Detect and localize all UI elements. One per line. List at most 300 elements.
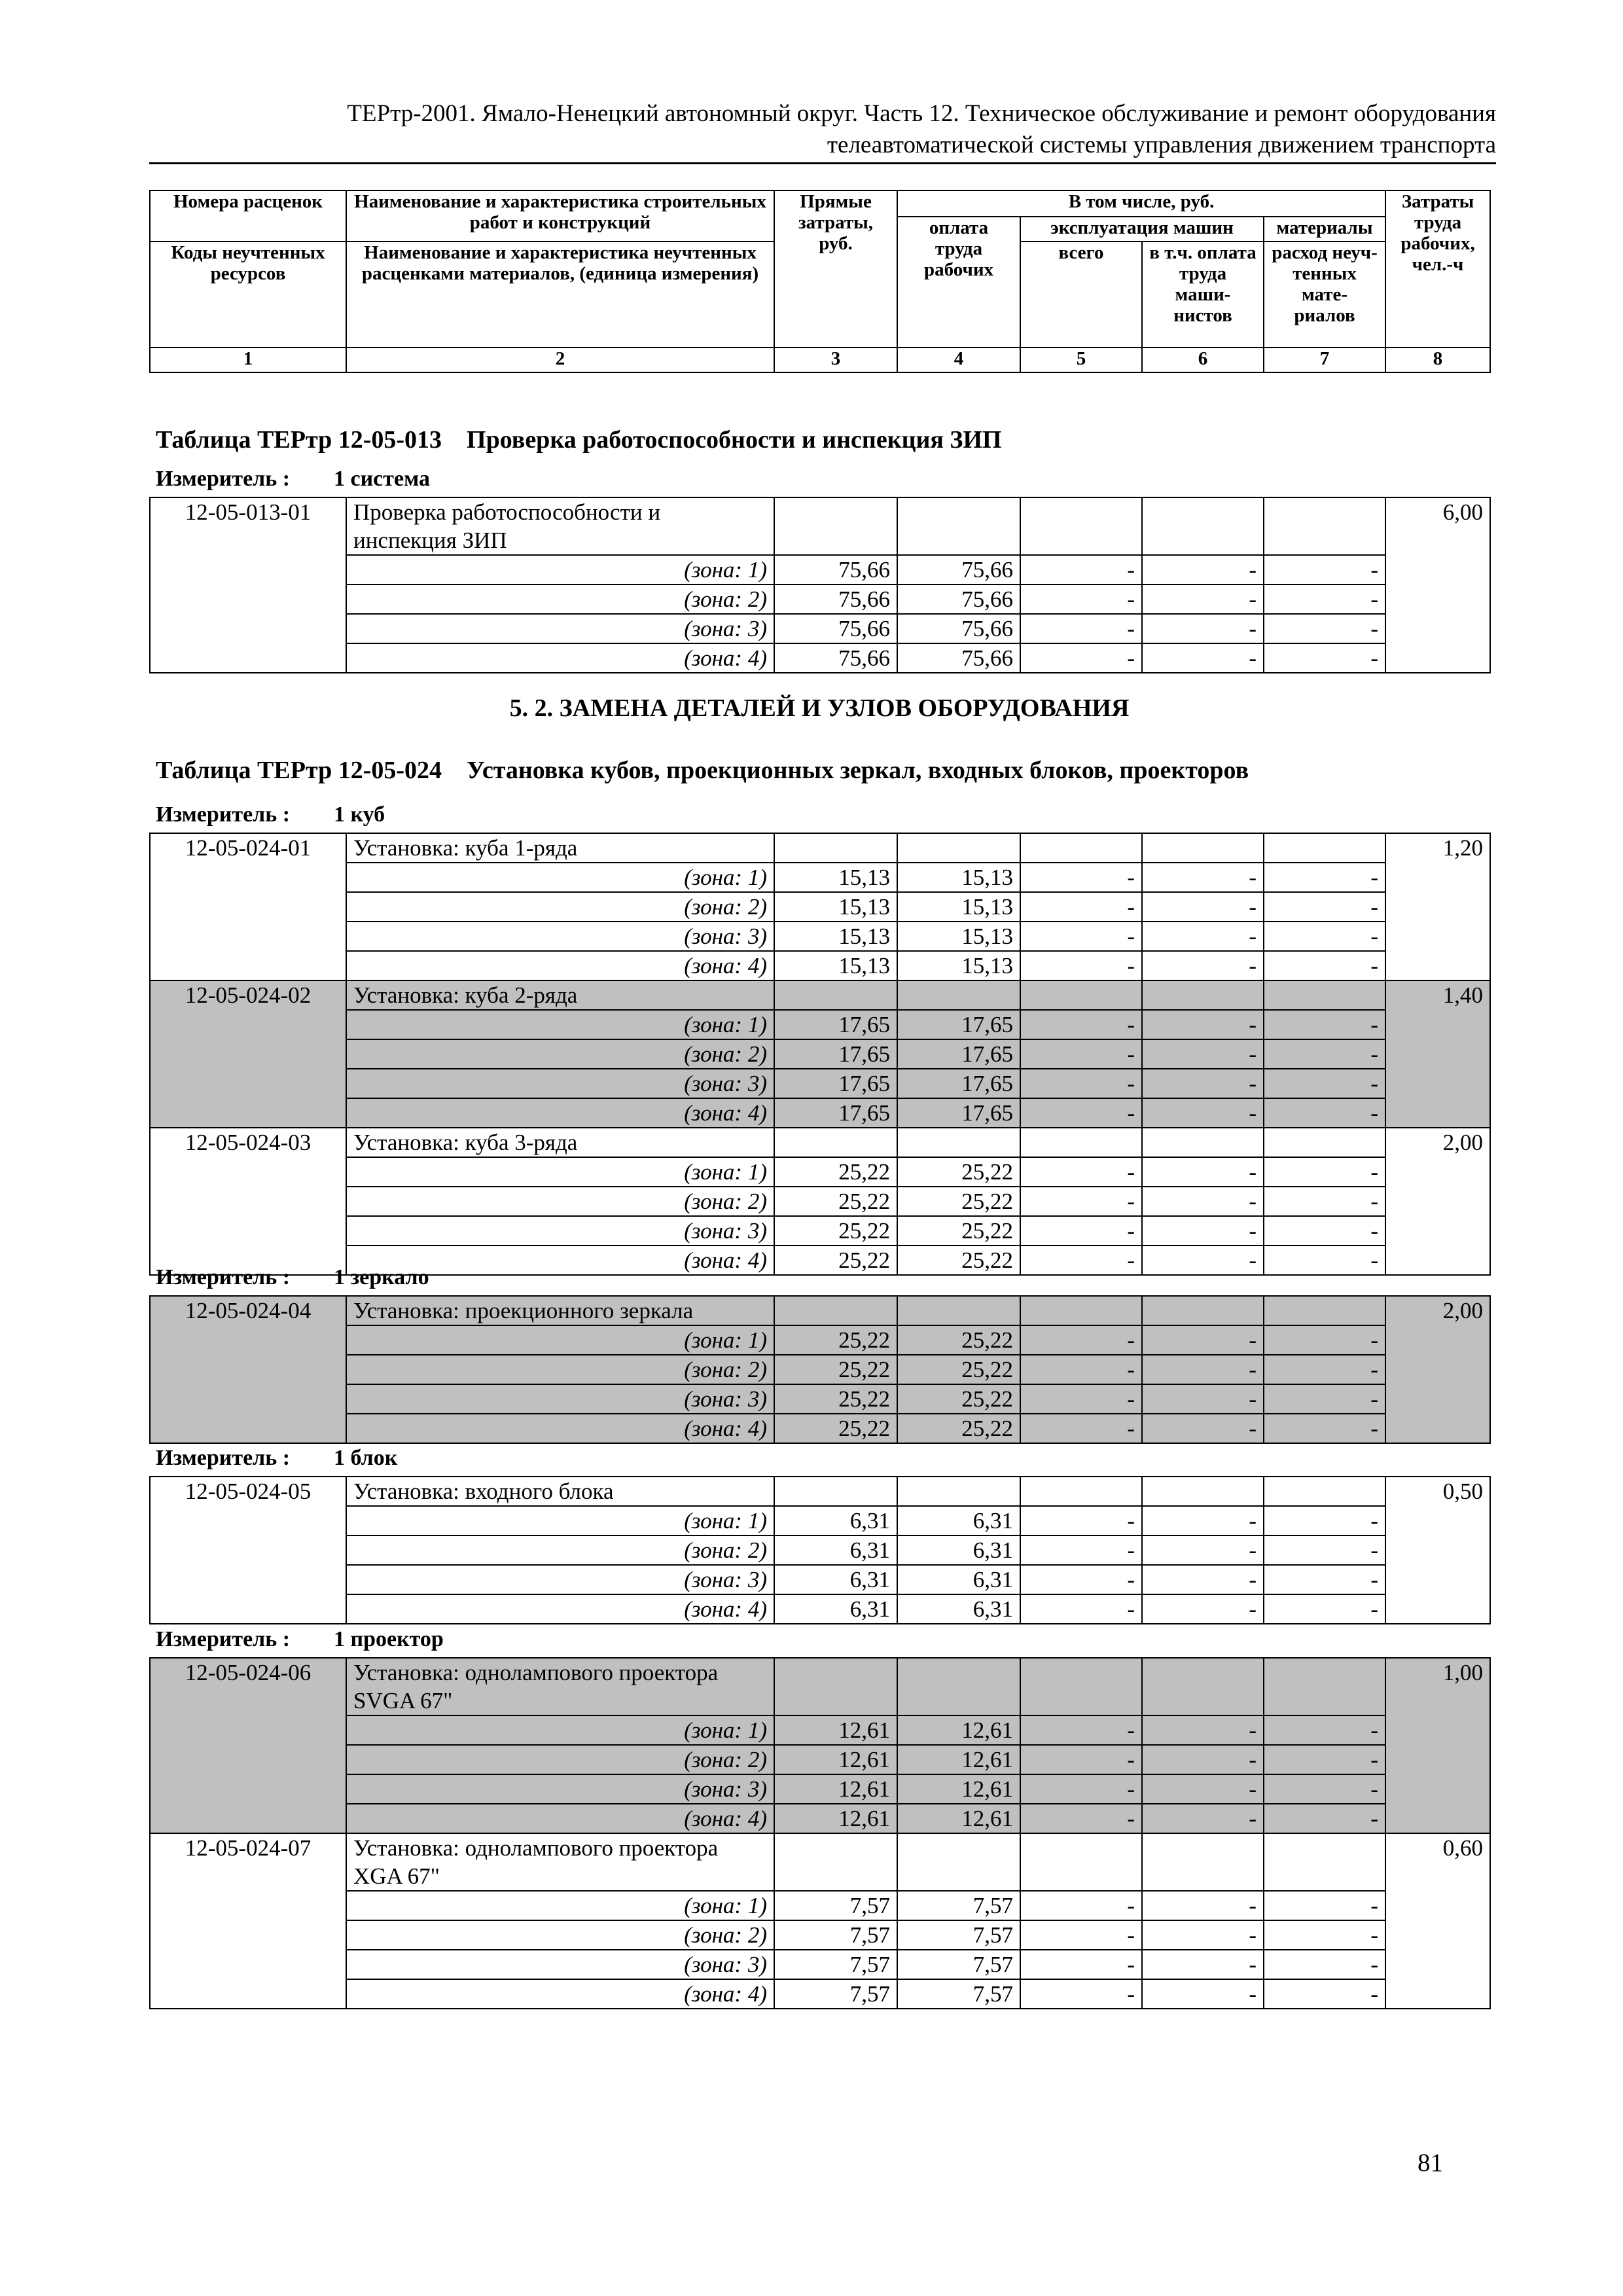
direct-cost: 25,22 bbox=[774, 1187, 897, 1216]
empty-cell bbox=[1264, 497, 1385, 555]
direct-cost: 25,22 bbox=[774, 1216, 897, 1246]
group-table bbox=[149, 833, 1491, 1276]
dash-cell: - bbox=[1020, 1594, 1142, 1624]
dash-cell: - bbox=[1142, 1157, 1264, 1187]
empty-cell bbox=[774, 1658, 897, 1715]
materials-heading: материалы bbox=[1264, 217, 1385, 242]
zone-label: (зона: 4) bbox=[346, 1979, 774, 2009]
zone-label: (зона: 2) bbox=[346, 1745, 774, 1774]
rate-name: Установка: куба 3-ряда bbox=[346, 1128, 774, 1157]
dash-cell: - bbox=[1142, 1565, 1264, 1594]
empty-cell bbox=[1142, 1833, 1264, 1891]
dash-cell: - bbox=[1142, 614, 1264, 643]
empty-cell bbox=[1264, 1296, 1385, 1325]
rate-name: Проверка работоспособности и инспекция ЗИП bbox=[346, 497, 774, 555]
column-number: 7 bbox=[1264, 348, 1385, 372]
group-table bbox=[149, 1657, 1491, 2009]
empty-cell bbox=[774, 980, 897, 1010]
dash-cell: - bbox=[1020, 1979, 1142, 2009]
dash-cell: - bbox=[1142, 1804, 1264, 1833]
empty-cell bbox=[1142, 1296, 1264, 1325]
measure-value: 1 зеркало bbox=[334, 1265, 429, 1289]
dash-cell: - bbox=[1264, 1920, 1385, 1950]
dash-cell: - bbox=[1142, 1920, 1264, 1950]
direct-cost: 7,57 bbox=[774, 1891, 897, 1920]
zone-row bbox=[150, 951, 1490, 980]
table1-measure bbox=[156, 466, 430, 492]
zone-row bbox=[150, 1216, 1490, 1246]
dash-cell: - bbox=[1020, 584, 1142, 614]
wage-cost: 25,22 bbox=[897, 1325, 1020, 1355]
wage-cost: 15,13 bbox=[897, 951, 1020, 980]
table1-title bbox=[156, 425, 1002, 454]
dash-cell: - bbox=[1142, 951, 1264, 980]
labor-cost: 1,20 bbox=[1385, 833, 1490, 980]
wage-cost: 12,61 bbox=[897, 1774, 1020, 1804]
chapter-title: 5. 2. ЗАМЕНА ДЕТАЛЕЙ И УЗЛОВ ОБОРУДОВАНИЯ bbox=[509, 694, 1130, 722]
dash-cell: - bbox=[1264, 1355, 1385, 1384]
rate-code: 12-05-024-05 bbox=[150, 1477, 346, 1624]
dash-cell: - bbox=[1142, 1950, 1264, 1979]
dash-cell: - bbox=[1020, 1157, 1142, 1187]
direct-cost: 17,65 bbox=[774, 1039, 897, 1069]
dash-cell: - bbox=[1264, 1246, 1385, 1275]
direct-cost: 12,61 bbox=[774, 1715, 897, 1745]
dash-cell: - bbox=[1264, 1891, 1385, 1920]
zone-label: (зона: 1) bbox=[346, 1506, 774, 1535]
dash-cell: - bbox=[1020, 863, 1142, 892]
zone-row bbox=[150, 1069, 1490, 1098]
dash-cell: - bbox=[1020, 1098, 1142, 1128]
dash-cell: - bbox=[1020, 1715, 1142, 1745]
direct-cost: 6,31 bbox=[774, 1594, 897, 1624]
dash-cell: - bbox=[1142, 1216, 1264, 1246]
zone-row bbox=[150, 1355, 1490, 1384]
wage-cost: 7,57 bbox=[897, 1891, 1020, 1920]
zone-label: (зона: 2) bbox=[346, 1039, 774, 1069]
zone-row bbox=[150, 1950, 1490, 1979]
empty-cell bbox=[774, 497, 897, 555]
zone-row bbox=[150, 584, 1490, 614]
direct-cost: 12,61 bbox=[774, 1774, 897, 1804]
dash-cell: - bbox=[1264, 922, 1385, 951]
dash-cell: - bbox=[1020, 1745, 1142, 1774]
dash-cell: - bbox=[1264, 1069, 1385, 1098]
dash-cell: - bbox=[1142, 1098, 1264, 1128]
empty-cell bbox=[1020, 1833, 1142, 1891]
page-header bbox=[149, 98, 1496, 164]
direct-cost: 17,65 bbox=[774, 1069, 897, 1098]
rate-name: Установка: проекционного зеркала bbox=[346, 1296, 774, 1325]
zone-label: (зона: 4) bbox=[346, 951, 774, 980]
empty-cell bbox=[774, 833, 897, 863]
dash-cell: - bbox=[1142, 584, 1264, 614]
measure-label: Измеритель : bbox=[156, 1627, 291, 1651]
dash-cell: - bbox=[1020, 555, 1142, 584]
dash-cell: - bbox=[1264, 614, 1385, 643]
labor-cost: 2,00 bbox=[1385, 1128, 1490, 1275]
empty-cell bbox=[1264, 1477, 1385, 1506]
empty-cell bbox=[897, 1477, 1020, 1506]
table1-data bbox=[149, 497, 1491, 673]
wage-cost: 75,66 bbox=[897, 614, 1020, 643]
wage-cost: 25,22 bbox=[897, 1384, 1020, 1414]
dash-cell: - bbox=[1020, 951, 1142, 980]
zone-row bbox=[150, 1098, 1490, 1128]
wage-cost: 6,31 bbox=[897, 1565, 1020, 1594]
dash-cell: - bbox=[1142, 1979, 1264, 2009]
dash-cell: - bbox=[1142, 1715, 1264, 1745]
group-measure bbox=[156, 1265, 429, 1291]
direct-cost: 15,13 bbox=[774, 892, 897, 922]
dash-cell: - bbox=[1020, 614, 1142, 643]
col4-heading: оплата труда рабочих bbox=[897, 217, 1020, 348]
wage-cost: 7,57 bbox=[897, 1979, 1020, 2009]
dash-cell: - bbox=[1264, 1216, 1385, 1246]
rate-name: Установка: однолампового проектора XGA 67" bbox=[346, 1833, 774, 1891]
wage-cost: 12,61 bbox=[897, 1715, 1020, 1745]
empty-cell bbox=[1264, 1658, 1385, 1715]
direct-cost: 6,31 bbox=[774, 1506, 897, 1535]
zone-label: (зона: 1) bbox=[346, 1010, 774, 1039]
empty-cell bbox=[1142, 497, 1264, 555]
dash-cell: - bbox=[1142, 1355, 1264, 1384]
direct-cost: 25,22 bbox=[774, 1325, 897, 1355]
wage-cost: 6,31 bbox=[897, 1535, 1020, 1565]
empty-cell bbox=[1142, 1477, 1264, 1506]
zone-row bbox=[150, 1920, 1490, 1950]
direct-cost: 25,22 bbox=[774, 1414, 897, 1443]
group-measure bbox=[156, 1626, 444, 1653]
rate-code: 12-05-024-03 bbox=[150, 1128, 346, 1275]
empty-cell bbox=[1020, 497, 1142, 555]
dash-cell: - bbox=[1142, 1039, 1264, 1069]
dash-cell: - bbox=[1142, 1891, 1264, 1920]
column-number: 8 bbox=[1385, 348, 1490, 372]
wage-cost: 15,13 bbox=[897, 863, 1020, 892]
zone-row bbox=[150, 1506, 1490, 1535]
empty-cell bbox=[1264, 833, 1385, 863]
wage-cost: 25,22 bbox=[897, 1187, 1020, 1216]
dash-cell: - bbox=[1142, 892, 1264, 922]
rate-row bbox=[150, 833, 1490, 863]
dash-cell: - bbox=[1020, 1355, 1142, 1384]
page-number: 81 bbox=[1418, 2149, 1443, 2177]
wage-cost: 12,61 bbox=[897, 1745, 1020, 1774]
dash-cell: - bbox=[1020, 1950, 1142, 1979]
wage-cost: 15,13 bbox=[897, 922, 1020, 951]
dash-cell: - bbox=[1142, 643, 1264, 673]
empty-cell bbox=[897, 1833, 1020, 1891]
table1-title-text: Проверка работоспособности и инспекция ЗИП bbox=[467, 426, 1002, 454]
zone-row bbox=[150, 922, 1490, 951]
measure-label: Измеритель : bbox=[156, 467, 291, 491]
empty-cell bbox=[1264, 1833, 1385, 1891]
empty-cell bbox=[897, 1658, 1020, 1715]
wage-cost: 6,31 bbox=[897, 1506, 1020, 1535]
direct-cost: 15,13 bbox=[774, 951, 897, 980]
wage-cost: 25,22 bbox=[897, 1246, 1020, 1275]
column-number: 3 bbox=[774, 348, 897, 372]
dash-cell: - bbox=[1142, 1506, 1264, 1535]
col2-top-heading: Наименование и характеристика строительных работ и конструкций bbox=[346, 190, 774, 242]
rate-name: Установка: куба 1-ряда bbox=[346, 833, 774, 863]
zone-label: (зона: 1) bbox=[346, 1715, 774, 1745]
direct-cost: 25,22 bbox=[774, 1157, 897, 1187]
zone-row bbox=[150, 1010, 1490, 1039]
zone-label: (зона: 2) bbox=[346, 1187, 774, 1216]
direct-cost: 17,65 bbox=[774, 1010, 897, 1039]
col2-bottom-heading: Наименование и характеристика неучтенных расценками материалов, (единица измерения) bbox=[346, 242, 774, 348]
dash-cell: - bbox=[1264, 1594, 1385, 1624]
labor-cost: 1,40 bbox=[1385, 980, 1490, 1128]
wage-cost: 7,57 bbox=[897, 1920, 1020, 1950]
col8-heading: Затраты труда рабочих, чел.-ч bbox=[1385, 190, 1490, 348]
direct-cost: 15,13 bbox=[774, 922, 897, 951]
col1-bottom-heading: Коды неучтенных ресурсов bbox=[150, 242, 346, 348]
empty-cell bbox=[1020, 1658, 1142, 1715]
empty-cell bbox=[1020, 980, 1142, 1010]
wage-cost: 25,22 bbox=[897, 1157, 1020, 1187]
dash-cell: - bbox=[1020, 922, 1142, 951]
wage-cost: 7,57 bbox=[897, 1950, 1020, 1979]
direct-cost: 25,22 bbox=[774, 1355, 897, 1384]
zone-row bbox=[150, 1325, 1490, 1355]
direct-cost: 25,22 bbox=[774, 1246, 897, 1275]
dash-cell: - bbox=[1142, 1414, 1264, 1443]
zone-label: (зона: 2) bbox=[346, 892, 774, 922]
including-heading: В том числе, руб. bbox=[897, 190, 1385, 217]
dash-cell: - bbox=[1142, 1010, 1264, 1039]
zone-row bbox=[150, 1715, 1490, 1745]
dash-cell: - bbox=[1142, 922, 1264, 951]
zone-label: (зона: 2) bbox=[346, 584, 774, 614]
empty-cell bbox=[897, 1296, 1020, 1325]
measure-value: 1 куб bbox=[334, 802, 385, 827]
empty-cell bbox=[1264, 1128, 1385, 1157]
dash-cell: - bbox=[1020, 1039, 1142, 1069]
zone-label: (зона: 2) bbox=[346, 1535, 774, 1565]
empty-cell bbox=[774, 1128, 897, 1157]
empty-cell bbox=[774, 1477, 897, 1506]
dash-cell: - bbox=[1020, 1069, 1142, 1098]
zone-row bbox=[150, 1414, 1490, 1443]
empty-cell bbox=[897, 833, 1020, 863]
dash-cell: - bbox=[1264, 1187, 1385, 1216]
zone-row bbox=[150, 1384, 1490, 1414]
empty-cell bbox=[1142, 1128, 1264, 1157]
dash-cell: - bbox=[1264, 1565, 1385, 1594]
direct-cost: 12,61 bbox=[774, 1804, 897, 1833]
dash-cell: - bbox=[1264, 892, 1385, 922]
dash-cell: - bbox=[1142, 1069, 1264, 1098]
zone-label: (зона: 3) bbox=[346, 1950, 774, 1979]
rate-name: Установка: входного блока bbox=[346, 1477, 774, 1506]
direct-cost: 12,61 bbox=[774, 1745, 897, 1774]
column-number: 6 bbox=[1142, 348, 1264, 372]
zone-row bbox=[150, 892, 1490, 922]
rate-code: 12-05-013-01 bbox=[150, 497, 346, 673]
labor-cost: 2,00 bbox=[1385, 1296, 1490, 1443]
wage-cost: 17,65 bbox=[897, 1010, 1020, 1039]
direct-cost: 17,65 bbox=[774, 1098, 897, 1128]
column-number: 1 bbox=[150, 348, 346, 372]
table2-title-text: Установка кубов, проекционных зеркал, входных блоков, проекторов bbox=[467, 757, 1249, 784]
direct-cost: 7,57 bbox=[774, 1979, 897, 2009]
dash-cell: - bbox=[1264, 1414, 1385, 1443]
dash-cell: - bbox=[1264, 1804, 1385, 1833]
zone-label: (зона: 4) bbox=[346, 1594, 774, 1624]
zone-row bbox=[150, 1187, 1490, 1216]
dash-cell: - bbox=[1020, 1774, 1142, 1804]
dash-cell: - bbox=[1020, 1246, 1142, 1275]
empty-cell bbox=[1264, 980, 1385, 1010]
group-table bbox=[149, 1476, 1491, 1624]
measure-label: Измеритель : bbox=[156, 1446, 291, 1470]
dash-cell: - bbox=[1264, 1157, 1385, 1187]
zone-label: (зона: 3) bbox=[346, 1069, 774, 1098]
dash-cell: - bbox=[1264, 1535, 1385, 1565]
zone-label: (зона: 3) bbox=[346, 1565, 774, 1594]
col7-heading: расход неуч- тенных мате- риалов bbox=[1264, 242, 1385, 348]
empty-cell bbox=[1020, 1128, 1142, 1157]
zone-label: (зона: 3) bbox=[346, 922, 774, 951]
measure-label: Измеритель : bbox=[156, 1265, 291, 1289]
col5-heading: всего bbox=[1020, 242, 1142, 348]
zone-label: (зона: 3) bbox=[346, 1774, 774, 1804]
wage-cost: 75,66 bbox=[897, 643, 1020, 673]
table1-title-code: Таблица ТЕРтр 12-05-013 bbox=[156, 426, 442, 454]
dash-cell: - bbox=[1264, 1325, 1385, 1355]
wage-cost: 6,31 bbox=[897, 1594, 1020, 1624]
direct-cost: 25,22 bbox=[774, 1384, 897, 1414]
zone-row bbox=[150, 1157, 1490, 1187]
zone-label: (зона: 2) bbox=[346, 1355, 774, 1384]
dash-cell: - bbox=[1264, 1039, 1385, 1069]
zone-label: (зона: 3) bbox=[346, 1384, 774, 1414]
wage-cost: 12,61 bbox=[897, 1804, 1020, 1833]
empty-cell bbox=[897, 1128, 1020, 1157]
dash-cell: - bbox=[1020, 1804, 1142, 1833]
zone-row bbox=[150, 1565, 1490, 1594]
zone-row bbox=[150, 555, 1490, 584]
empty-cell bbox=[897, 497, 1020, 555]
direct-cost: 7,57 bbox=[774, 1950, 897, 1979]
zone-row bbox=[150, 1891, 1490, 1920]
empty-cell bbox=[1142, 833, 1264, 863]
measure-value: 1 блок bbox=[334, 1446, 398, 1470]
wage-cost: 75,66 bbox=[897, 555, 1020, 584]
zone-row bbox=[150, 1774, 1490, 1804]
dash-cell: - bbox=[1264, 1715, 1385, 1745]
zone-row bbox=[150, 1804, 1490, 1833]
group-measure bbox=[156, 1445, 397, 1471]
dash-cell: - bbox=[1142, 1594, 1264, 1624]
dash-cell: - bbox=[1142, 1325, 1264, 1355]
rate-row bbox=[150, 980, 1490, 1010]
group-table bbox=[149, 1295, 1491, 1444]
dash-cell: - bbox=[1142, 1246, 1264, 1275]
col1-top-heading: Номера расценок bbox=[150, 190, 346, 242]
wage-cost: 15,13 bbox=[897, 892, 1020, 922]
dash-cell: - bbox=[1264, 1384, 1385, 1414]
direct-cost: 6,31 bbox=[774, 1565, 897, 1594]
zone-label: (зона: 1) bbox=[346, 1157, 774, 1187]
dash-cell: - bbox=[1142, 1384, 1264, 1414]
empty-cell bbox=[1020, 1477, 1142, 1506]
header-line-2: телеавтоматической системы управления движением транспорта bbox=[827, 132, 1496, 158]
zone-label: (зона: 1) bbox=[346, 555, 774, 584]
rate-code: 12-05-024-07 bbox=[150, 1833, 346, 2009]
rate-row bbox=[150, 1477, 1490, 1506]
zone-label: (зона: 4) bbox=[346, 1098, 774, 1128]
empty-cell bbox=[774, 1833, 897, 1891]
rate-code: 12-05-024-02 bbox=[150, 980, 346, 1128]
direct-cost: 75,66 bbox=[774, 555, 897, 584]
zone-row bbox=[150, 1594, 1490, 1624]
column-header-table bbox=[149, 190, 1491, 373]
dash-cell: - bbox=[1264, 1950, 1385, 1979]
dash-cell: - bbox=[1264, 1774, 1385, 1804]
wage-cost: 25,22 bbox=[897, 1414, 1020, 1443]
dash-cell: - bbox=[1020, 1216, 1142, 1246]
zone-row bbox=[150, 1039, 1490, 1069]
dash-cell: - bbox=[1264, 951, 1385, 980]
dash-cell: - bbox=[1020, 1414, 1142, 1443]
dash-cell: - bbox=[1142, 863, 1264, 892]
zone-row bbox=[150, 863, 1490, 892]
dash-cell: - bbox=[1020, 1506, 1142, 1535]
dash-cell: - bbox=[1020, 1565, 1142, 1594]
col6-heading: в т.ч. оплата труда маши- нистов bbox=[1142, 242, 1264, 348]
rate-name: Установка: куба 2-ряда bbox=[346, 980, 774, 1010]
dash-cell: - bbox=[1020, 1891, 1142, 1920]
dash-cell: - bbox=[1142, 1187, 1264, 1216]
wage-cost: 17,65 bbox=[897, 1039, 1020, 1069]
dash-cell: - bbox=[1264, 584, 1385, 614]
empty-cell bbox=[774, 1296, 897, 1325]
zone-label: (зона: 1) bbox=[346, 1325, 774, 1355]
zone-label: (зона: 3) bbox=[346, 614, 774, 643]
dash-cell: - bbox=[1264, 1010, 1385, 1039]
zone-row bbox=[150, 1979, 1490, 2009]
zone-label: (зона: 2) bbox=[346, 1920, 774, 1950]
rate-code: 12-05-024-01 bbox=[150, 833, 346, 980]
dash-cell: - bbox=[1020, 1325, 1142, 1355]
dash-cell: - bbox=[1020, 1010, 1142, 1039]
dash-cell: - bbox=[1020, 1535, 1142, 1565]
measure-value: 1 система bbox=[334, 467, 430, 491]
direct-cost: 6,31 bbox=[774, 1535, 897, 1565]
group-measure bbox=[156, 802, 385, 828]
dash-cell: - bbox=[1020, 892, 1142, 922]
labor-cost: 0,50 bbox=[1385, 1477, 1490, 1624]
table2-title-code: Таблица ТЕРтр 12-05-024 bbox=[156, 757, 442, 784]
zone-label: (зона: 4) bbox=[346, 643, 774, 673]
wage-cost: 17,65 bbox=[897, 1098, 1020, 1128]
zone-label: (зона: 4) bbox=[346, 1804, 774, 1833]
direct-cost: 75,66 bbox=[774, 584, 897, 614]
table2-title bbox=[156, 756, 1249, 785]
zone-label: (зона: 4) bbox=[346, 1414, 774, 1443]
dash-cell: - bbox=[1264, 1506, 1385, 1535]
wage-cost: 17,65 bbox=[897, 1069, 1020, 1098]
empty-cell bbox=[1142, 1658, 1264, 1715]
wage-cost: 25,22 bbox=[897, 1355, 1020, 1384]
dash-cell: - bbox=[1264, 1979, 1385, 2009]
measure-label: Измеритель : bbox=[156, 802, 291, 827]
zone-row bbox=[150, 1745, 1490, 1774]
